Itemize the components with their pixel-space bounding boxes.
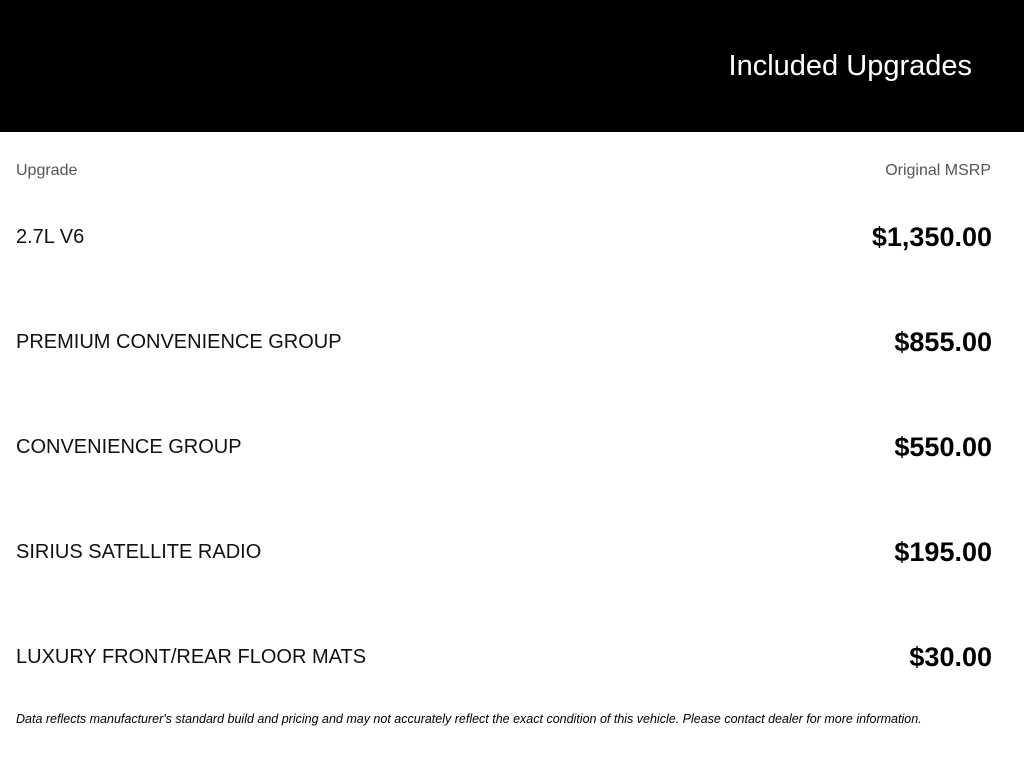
upgrade-price: $195.00 <box>894 537 992 567</box>
upgrade-name: SIRIUS SATELLITE RADIO <box>16 541 262 563</box>
upgrade-price: $30.00 <box>909 642 992 672</box>
upgrade-price: $550.00 <box>894 432 992 462</box>
upgrade-list <box>0 208 1024 733</box>
disclaimer-text: Data reflects manufacturer's standard build and pricing and may not accurately reflect the exact condition of this vehicle. Please contact dealer for more information. <box>16 712 922 726</box>
column-header-upgrade: Upgrade <box>16 162 78 179</box>
list-item <box>0 523 1024 628</box>
page-title: Included Upgrades <box>728 50 972 82</box>
upgrade-price: $855.00 <box>894 327 992 357</box>
header-bar <box>0 0 1024 132</box>
column-headers <box>0 132 1024 208</box>
upgrade-price: $1,350.00 <box>871 222 992 252</box>
upgrade-name: CONVENIENCE GROUP <box>16 436 242 458</box>
upgrade-name: LUXURY FRONT/REAR FLOOR MATS <box>16 646 367 668</box>
upgrade-name: 2.7L V6 <box>16 226 85 248</box>
list-item <box>0 313 1024 418</box>
list-item <box>0 208 1024 313</box>
column-header-msrp: Original MSRP <box>885 162 991 179</box>
upgrade-name: PREMIUM CONVENIENCE GROUP <box>16 331 342 353</box>
list-item <box>0 418 1024 523</box>
